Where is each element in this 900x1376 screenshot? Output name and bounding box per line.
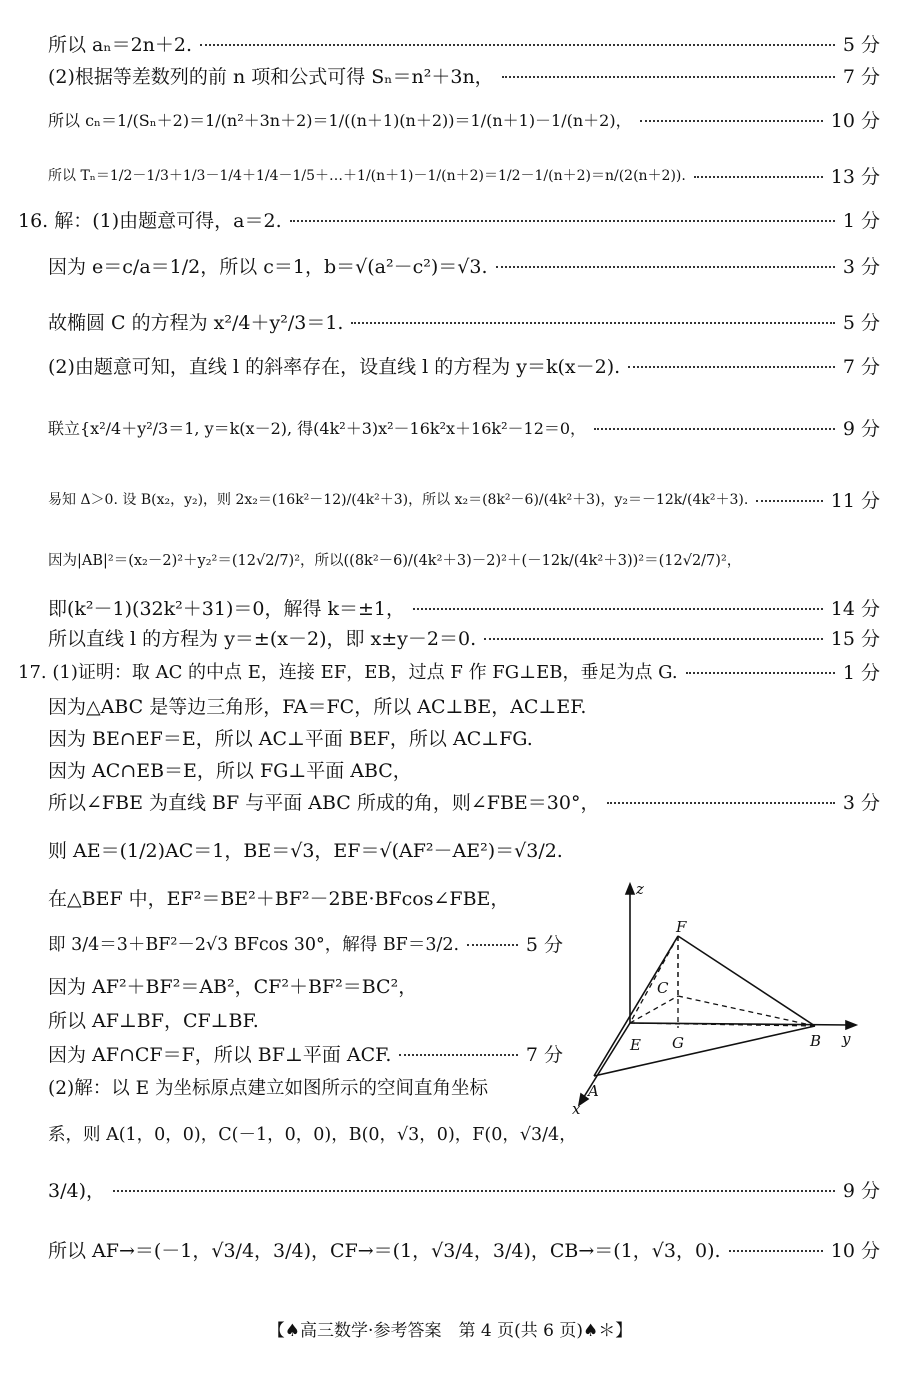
label-g: G bbox=[672, 1034, 684, 1052]
line-coord-setup bbox=[48, 1070, 563, 1104]
pyramid-figure bbox=[560, 878, 880, 1118]
line-text: (2)解：以 E 为坐标原点建立如图所示的空间直角坐标 bbox=[48, 1078, 488, 1099]
line-text: 16. 解：(1)由题意可得，a＝2. bbox=[18, 209, 282, 232]
label-b: B bbox=[810, 1032, 822, 1050]
line-text: 所以∠FBE 为直线 BF 与平面 ABC 所成的角，则∠FBE＝30°， bbox=[48, 791, 600, 814]
score: 5 分 bbox=[842, 311, 880, 334]
line-text: 因为 e＝c/a＝1/2，所以 c＝1，b＝√(a²－c²)＝√3. bbox=[48, 255, 488, 278]
line-tn bbox=[48, 158, 880, 192]
line-solve-k bbox=[48, 590, 880, 624]
page-footer: 【♠高三数学·参考答案 第 4 页(共 6 页)♠＊】 bbox=[267, 1321, 633, 1341]
score: 13 分 bbox=[830, 165, 880, 188]
line-angle-fbe bbox=[48, 784, 880, 818]
line-text: 因为 AC∩EB＝E，所以 FG⊥平面 ABC， bbox=[48, 759, 412, 782]
leader-dots bbox=[502, 76, 835, 78]
label-f: F bbox=[676, 918, 687, 936]
label-e: E bbox=[630, 1036, 641, 1054]
line-text: 即(k²－1)(32k²＋31)＝0，解得 k＝±1， bbox=[48, 597, 406, 620]
line-cosine-law bbox=[48, 880, 563, 914]
leader-dots bbox=[694, 176, 823, 178]
line-text: 因为 BE∩EF＝E，所以 AC⊥平面 BEF，所以 AC⊥FG. bbox=[48, 727, 533, 750]
line-text: 所以 AF⊥BF，CF⊥BF. bbox=[48, 1009, 259, 1032]
score: 10 分 bbox=[830, 109, 880, 132]
line-text: 则 AE＝(1/2)AC＝1，BE＝√3，EF＝√(AF²－AE²)＝√3/2. bbox=[48, 839, 563, 862]
score: 1 分 bbox=[842, 209, 880, 232]
line-text: (2)由题意可知，直线 l 的斜率存在，设直线 l 的方程为 y＝k(x－2). bbox=[48, 355, 621, 378]
leader-dots bbox=[467, 944, 518, 946]
leader-dots bbox=[399, 1054, 517, 1056]
line-coords bbox=[48, 1116, 577, 1150]
score: 3 分 bbox=[842, 255, 880, 278]
line-text: 因为△ABC 是等边三角形，FA＝FC，所以 AC⊥BE，AC⊥EF. bbox=[48, 695, 587, 718]
leader-dots bbox=[607, 802, 834, 804]
line-sn bbox=[48, 58, 880, 92]
label-c: C bbox=[657, 979, 669, 997]
line-bf-perp-plane bbox=[48, 1036, 563, 1070]
line-text: 所以 cₙ＝1/(Sₙ＋2)＝1/(n²＋3n＋2)＝1/((n＋1)(n＋2))＝1/(n＋1)－1/(n＋2)， bbox=[48, 110, 632, 130]
score: 5 分 bbox=[842, 33, 880, 56]
line-equilateral bbox=[48, 688, 880, 722]
score: 5 分 bbox=[525, 933, 563, 956]
leader-dots bbox=[200, 44, 835, 46]
leader-dots bbox=[290, 220, 835, 222]
line-text: 即 3/4＝3＋BF²－2√3 BFcos 30°，解得 BF＝3/2. bbox=[48, 934, 460, 955]
score: 1 分 bbox=[842, 661, 880, 684]
line-text: 故椭圆 C 的方程为 x²/4＋y²/3＝1. bbox=[48, 311, 344, 334]
label-z: z bbox=[636, 880, 644, 898]
line-text: 系，则 A(1，0，0)，C(－1，0，0)，B(0，√3，0)，F(0，√3/4， bbox=[48, 1124, 577, 1145]
line-an bbox=[48, 26, 880, 60]
line-text: 因为 AF∩CF＝F，所以 BF⊥平面 ACF. bbox=[48, 1043, 392, 1066]
label-y: y bbox=[842, 1030, 851, 1048]
z-axis-arrow bbox=[626, 884, 634, 894]
leader-dots bbox=[113, 1190, 835, 1192]
line-fg-perp bbox=[48, 752, 880, 786]
score: 9 分 bbox=[842, 417, 880, 440]
leader-dots bbox=[686, 672, 835, 674]
line-coords-end bbox=[48, 1172, 880, 1206]
line-af-perp-bf bbox=[48, 1002, 563, 1036]
line-text: 所以直线 l 的方程为 y＝±(x－2)，即 x±y－2＝0. bbox=[48, 627, 477, 650]
line-ae-be-ef bbox=[48, 832, 880, 866]
edge-cb bbox=[678, 996, 815, 1026]
score: 3 分 bbox=[842, 791, 880, 814]
score: 7 分 bbox=[842, 65, 880, 88]
label-x: x bbox=[572, 1100, 581, 1118]
score: 11 分 bbox=[830, 489, 880, 512]
score: 7 分 bbox=[842, 355, 880, 378]
leader-dots bbox=[496, 266, 835, 268]
line-ellipse-eq bbox=[48, 304, 880, 338]
score: 9 分 bbox=[842, 1179, 880, 1202]
line-q17-1 bbox=[18, 654, 880, 688]
line-q16-1 bbox=[18, 202, 880, 236]
line-result-l bbox=[48, 620, 880, 654]
line-vectors bbox=[48, 1232, 880, 1266]
line-pythagoras bbox=[48, 968, 563, 1002]
line-text: (2)根据等差数列的前 n 项和公式可得 Sₙ＝n²＋3n， bbox=[48, 65, 494, 88]
score: 14 分 bbox=[830, 597, 880, 620]
label-a: A bbox=[588, 1082, 599, 1100]
score: 7 分 bbox=[525, 1043, 563, 1066]
leader-dots bbox=[594, 428, 835, 430]
line-eccentricity bbox=[48, 248, 880, 282]
line-delta bbox=[48, 482, 880, 516]
line-system bbox=[48, 410, 880, 444]
score: 10 分 bbox=[830, 1239, 880, 1262]
leader-dots bbox=[351, 322, 834, 324]
leader-dots bbox=[628, 366, 835, 368]
leader-dots bbox=[640, 120, 823, 122]
leader-dots bbox=[484, 638, 823, 640]
edge-fb bbox=[678, 936, 815, 1026]
line-line-eq bbox=[48, 348, 880, 382]
score: 15 分 bbox=[830, 627, 880, 650]
line-ab-length bbox=[48, 542, 880, 576]
edge-fa bbox=[594, 936, 678, 1076]
edge-ab bbox=[594, 1026, 815, 1076]
line-text: 因为 AF²＋BF²＝AB²，CF²＋BF²＝BC²， bbox=[48, 975, 418, 998]
line-text: 易知 Δ＞0. 设 B(x₂，y₂)，则 2x₂＝(16k²－12)/(4k²＋3)，所以 x₂＝(8k²－6)/(4k²＋3)，y₂＝－12k/(4k²＋3). bbox=[48, 492, 749, 508]
line-text: 所以 Tₙ＝1/2－1/3＋1/3－1/4＋1/4－1/5＋…＋1/(n＋1)－1/(n＋2)＝1/2－1/(n＋2)＝n/(2(n＋2)). bbox=[48, 168, 686, 184]
leader-dots bbox=[413, 608, 823, 610]
line-text: 联立{x²/4＋y²/3＝1, y＝k(x－2), 得(4k²＋3)x²－16k²x＋16k²－12＝0， bbox=[48, 418, 587, 438]
line-text: 17. (1)证明：取 AC 的中点 E，连接 EF，EB，过点 F 作 FG⊥EB，垂足为点 G. bbox=[18, 662, 678, 683]
line-bf-solve bbox=[48, 926, 563, 960]
leader-dots bbox=[729, 1250, 823, 1252]
leader-dots bbox=[756, 500, 822, 502]
line-text: 所以 AF→＝(－1，√3/4，3/4)，CF→＝(1，√3/4，3/4)，CB→＝(1，√3，0). bbox=[48, 1239, 721, 1262]
line-text: 3/4)， bbox=[48, 1179, 105, 1202]
line-cn bbox=[48, 102, 880, 136]
line-ac-perp-fg bbox=[48, 720, 880, 754]
y-axis-arrow bbox=[846, 1021, 856, 1029]
line-text: 所以 aₙ＝2n＋2. bbox=[48, 33, 193, 56]
line-text: 在△BEF 中，EF²＝BE²＋BF²－2BE·BFcos∠FBE， bbox=[48, 887, 510, 910]
line-text: 因为|AB|²＝(x₂－2)²＋y₂²＝(12√2/7)²，所以((8k²－6)/(4k²＋3)－2)²＋(－12k/(4k²＋3))²＝(12√2/7)²， bbox=[48, 552, 742, 569]
